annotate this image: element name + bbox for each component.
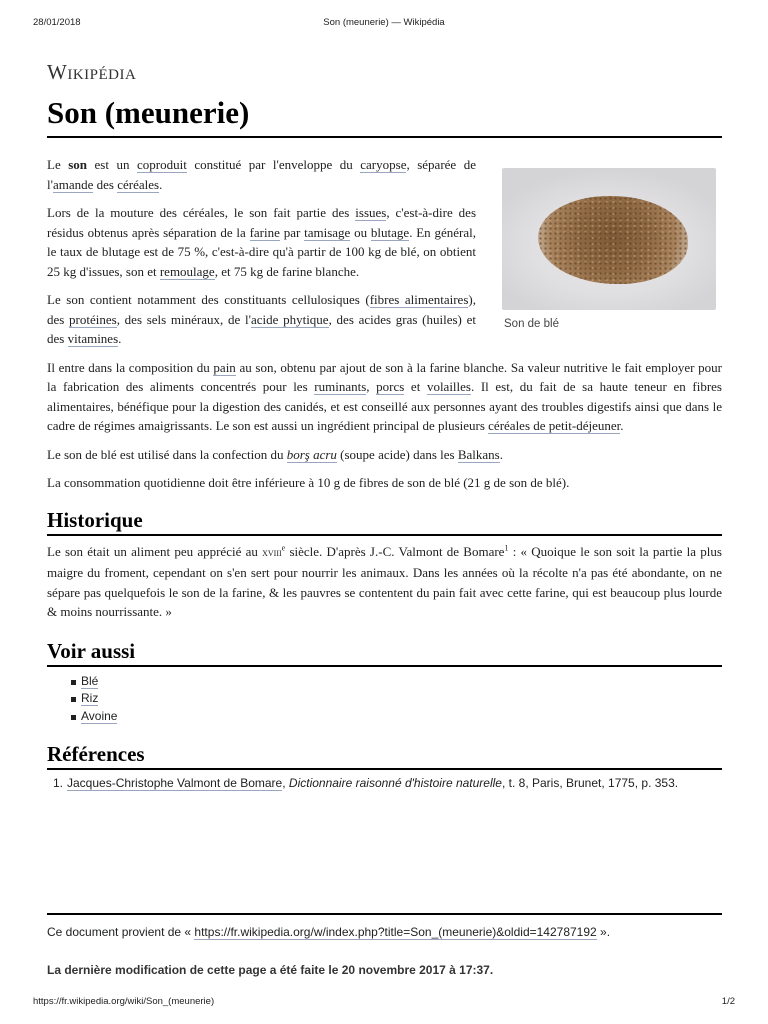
link-ble[interactable]: Blé [81,673,99,688]
references-list [53,776,722,791]
link-coproduit[interactable]: coproduit [136,157,187,172]
reference-item: 1. Jacques-Christophe Valmont de Bomare, Dictionnaire raisonné d'histoire naturelle, t. 8, Paris, Brunet, 1775, p. 353. [53,776,679,790]
link-cereales-petit-dejeuner[interactable]: céréales de petit-déjeuner [488,418,621,433]
link-balkans[interactable]: Balkans [457,446,500,462]
list-item [71,690,722,708]
bran-photo[interactable] [502,168,716,310]
last-modified: La dernière modification de cette page a été faite le 20 novembre 2017 à 17:37. [47,963,494,977]
link-riz[interactable]: Riz [81,691,99,705]
see-also-list [71,673,722,726]
wikipedia-wordmark[interactable]: Wikipédia [47,60,137,84]
page-title: Son (meunerie) [47,93,722,138]
link-ruminants[interactable]: ruminants [314,379,367,394]
term-son: son [68,157,88,172]
link-porcs[interactable]: porcs [376,379,405,394]
reference-link-1[interactable]: 1 [504,543,509,553]
link-pain[interactable]: pain [213,359,236,375]
source-url-link[interactable]: https://fr.wikipedia.org/w/index.php?title=Son_(meunerie)&oldid=142787192 [194,925,597,939]
intro-paragraph-1: Le son est un coproduit constitué par l'enveloppe du caryopse, séparée de l'amande des céréales. [47,157,476,192]
link-reference-author[interactable]: Jacques-Christophe Valmont de Bomare [67,776,283,790]
link-blutage[interactable]: blutage [370,224,410,240]
link-farine[interactable]: farine [249,224,280,240]
link-tamisage[interactable]: tamisage [304,224,351,240]
print-date: 28/01/2018 [33,17,81,28]
century-numeral: xviii [262,546,282,559]
section-heading-references: Références [47,741,722,770]
link-proteines[interactable]: protéines [69,311,117,327]
section-heading-historique: Historique [47,507,722,536]
intro-paragraph-6: La consommation quotidienne doit être inférieure à 10 g de fibres de son de blé (21 g de son de blé). [47,475,570,490]
link-avoine[interactable]: Avoine [81,708,118,723]
link-remoulage[interactable]: remoulage [159,263,215,279]
list-item [71,673,722,691]
article-content [47,155,722,791]
link-amande[interactable]: amande [52,176,94,192]
link-bors-acru[interactable]: borş acru [286,446,337,462]
link-vitamines[interactable]: vitamines [67,331,119,346]
link-issues[interactable]: issues [355,205,387,220]
link-acide-phytique[interactable]: acide phytique [250,311,329,327]
list-item [71,708,722,726]
page-footer [47,913,722,977]
source-notice: Ce document provient de « https://fr.wikipedia.org/w/index.php?title=Son_(meunerie)&oldid=142787192 ». [47,925,611,939]
link-caryopse[interactable]: caryopse [360,157,407,172]
reference-work: Dictionnaire raisonné d'histoire naturelle [288,776,502,790]
intro-paragraph-5: Le son de blé est utilisé dans la confection du borş acru (soupe acide) dans les Balkans. [47,446,503,462]
intro-paragraph-4: Il entre dans la composition du pain au son, obtenu par ajout de son à la farine blanche. Sa valeur nutritive le fait employer pour la fabrication des aliments concentrés pour les ruminants, porcs et volailles. Il est, du fait de sa haute teneur en fibres alimentaires, bénéfique pour la digestion des canidés, et est conseillé aux personnes ayant des troubles digestifs ainsi que dans le cadre de régimes amaigrissants. Le son est aussi un ingrédient principal de plusieurs céréales de petit-déjeuner. [47,359,722,433]
historique-paragraph: Le son était un aliment peu apprécié au xviii$^e$ siècle. D'après J.-C. Valmont de Bomare$^1$ : « Quoique le son soit la partie la plus maigre du froment, cependant on s'en sert pour nourrir les animaux. Dans les années où la récolte n'a pas été abondante, on ne sépare pas quelquefois le son de la farine, & les pauvres se contentent du pain fait avec cette farine, qui est beaucoup plus lourde & moins nourrissante. » [47,543,722,619]
section-heading-voir-aussi: Voir aussi [47,638,722,667]
article-thumbnail[interactable] [502,168,722,335]
link-volailles[interactable]: volailles [426,379,471,394]
link-fibres-alimentaires[interactable]: fibres alimentaires [369,292,469,307]
link-cereales[interactable]: céréales [117,176,160,192]
print-doc-title: Son (meunerie) — Wikipédia [323,17,445,28]
intro-paragraph-3: Le son contient notamment des constituants cellulosiques (fibres alimentaires), des protéines, des sels minéraux, de l'acide phytique, des acides gras (huiles) et des vitamines. [47,292,476,346]
bran-pile [538,196,688,284]
print-url: https://fr.wikipedia.org/wiki/Son_(meunerie) [33,996,215,1007]
intro-paragraph-2: Lors de la mouture des céréales, le son fait partie des issues, c'est-à-dire des résidus obtenus après séparation de la farine par tamisage ou blutage. En général, le taux de blutage est de 75 %, c'est-à-dire qu'à partir de 100 kg de blé, on obtient 25 kg d'issues, son et remoulage, et 75 kg de farine blanche. [47,205,476,279]
print-page-number: 1/2 [721,996,735,1007]
thumbnail-caption: Son de blé [504,318,559,330]
